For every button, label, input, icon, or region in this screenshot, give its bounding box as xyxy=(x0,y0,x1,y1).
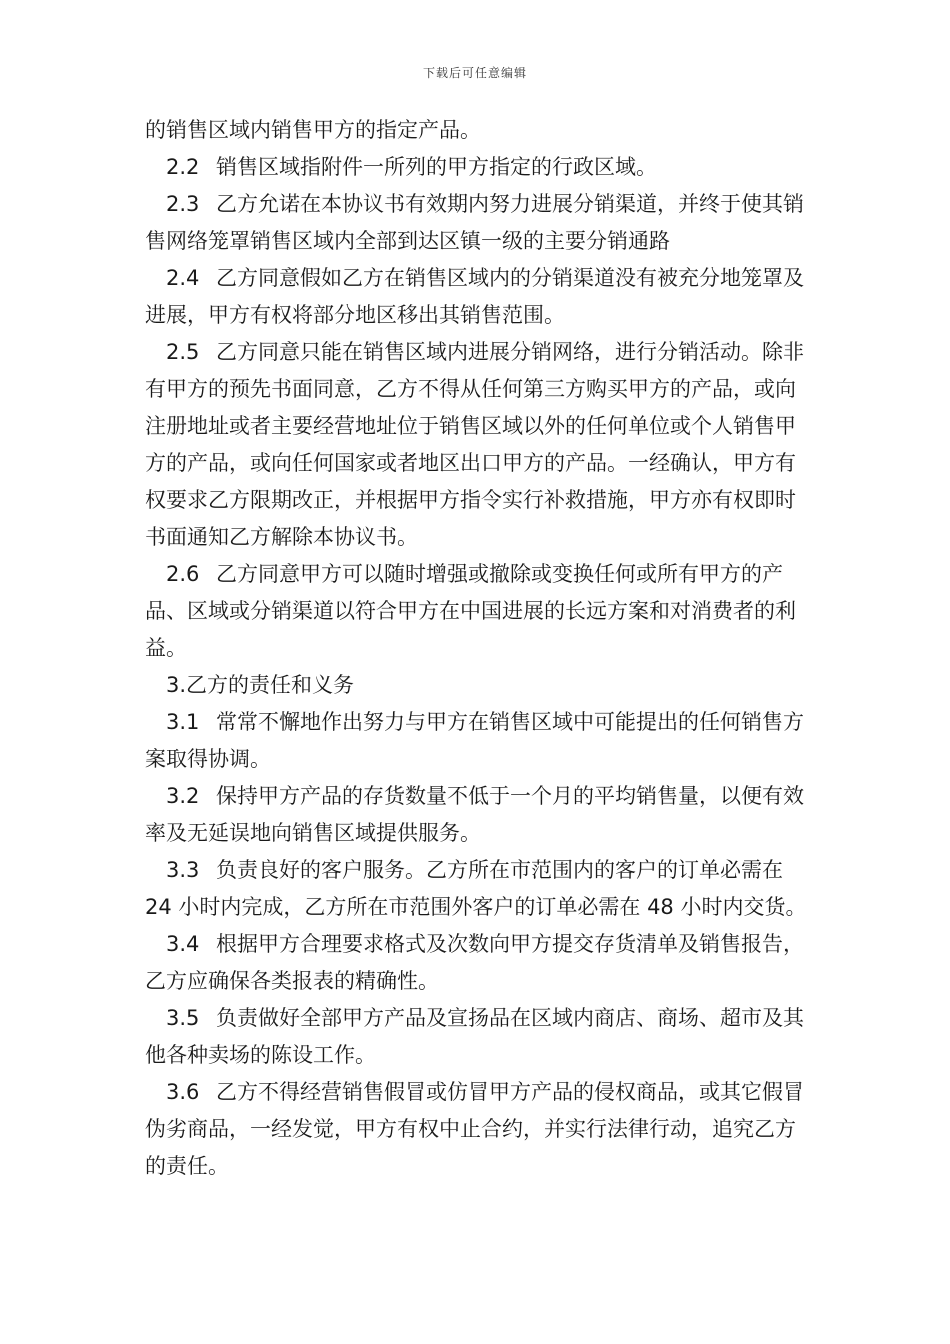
clause-paragraph xyxy=(145,149,807,186)
clause-number: 3.3 xyxy=(166,858,200,882)
clause-number: 2.2 xyxy=(166,155,200,179)
clause-text: 乙方同意甲方可以随时增强或撤除或变换任何或所有甲方的产品、区域或分销渠道以符合甲方在中国进展的长远方案和对消费者的利益。 xyxy=(145,562,796,660)
clause-number: 2.5 xyxy=(166,340,200,364)
clause-paragraph xyxy=(145,778,807,852)
clause-paragraph xyxy=(145,556,807,667)
clause-text: 销售区域指附件一所列的甲方指定的行政区域。 xyxy=(216,155,657,179)
clause-number: 3.6 xyxy=(166,1080,200,1104)
page-header: 下载后可任意编辑 xyxy=(422,66,527,80)
clause-text: 乙方允诺在本协议书有效期内努力进展分销渠道，并终于使其销售网络笼罩销售区域内全部到达区镇一级的主要分销通路 xyxy=(145,192,804,253)
clause-text: 乙方不得经营销售假冒或仿冒甲方产品的侵权商品，或其它假冒伪劣商品，一经发觉，甲方有权中止合约，并实行法律行动，追究乙方的责任。 xyxy=(145,1080,804,1178)
clause-paragraph xyxy=(145,1074,807,1185)
clause-paragraph xyxy=(145,1000,807,1074)
clause-number: 2.3 xyxy=(166,192,200,216)
clause-text: 根据甲方合理要求格式及次数向甲方提交存货清单及销售报告，乙方应确保各类报表的精确性。 xyxy=(145,932,804,993)
paragraph xyxy=(145,112,807,149)
clause-text: 乙方同意假如乙方在销售区域内的分销渠道没有被充分地笼罩及进展，甲方有权将部分地区移出其销售范围。 xyxy=(145,266,804,327)
clause-number: 3.1 xyxy=(166,710,200,734)
clause-number: 3.5 xyxy=(166,1006,200,1030)
clause-number: 3.2 xyxy=(166,784,200,808)
clause-text: 保持甲方产品的存货数量不低于一个月的平均销售量，以便有效率及无延误地向销售区域提供服务。 xyxy=(145,784,804,845)
clause-text: 常常不懈地作出努力与甲方在销售区域中可能提出的任何销售方案取得协调。 xyxy=(145,710,804,771)
paragraph-text: 的销售区域内销售甲方的指定产品。 xyxy=(145,118,481,142)
clause-paragraph xyxy=(145,260,807,334)
clause-text: 乙方同意只能在销售区域内进展分销网络，进行分销活动。除非有甲方的预先书面同意，乙方不得从任何第三方购买甲方的产品，或向注册地址或者主要经营地址位于销售区域以外的任何单位或个人销售甲方的产品，或向任何国家或者地区出口甲方的产品。一经确认，甲方有权要求乙方限期改正，并根据甲方指令实行补救措施，甲方亦有权即时书面通知乙方解除本协议书。 xyxy=(145,340,804,549)
section-heading xyxy=(145,667,807,704)
clause-paragraph xyxy=(145,186,807,260)
clause-number: 2.4 xyxy=(166,266,200,290)
clause-number: 3.4 xyxy=(166,932,200,956)
document-body xyxy=(145,112,807,1185)
clause-paragraph xyxy=(145,852,807,926)
section-heading-text: 3.乙方的责任和义务 xyxy=(166,673,355,697)
clause-paragraph xyxy=(145,926,807,1000)
clause-number: 2.6 xyxy=(166,562,200,586)
clause-paragraph xyxy=(145,704,807,778)
clause-text: 负责良好的客户服务。乙方所在市范围内的客户的订单必需在 24 小时内完成，乙方所在市范围外客户的订单必需在 48 小时内交货。 xyxy=(145,858,807,919)
clause-text: 负责做好全部甲方产品及宣扬品在区域内商店、商场、超市及其他各种卖场的陈设工作。 xyxy=(145,1006,804,1067)
clause-paragraph xyxy=(145,334,807,556)
